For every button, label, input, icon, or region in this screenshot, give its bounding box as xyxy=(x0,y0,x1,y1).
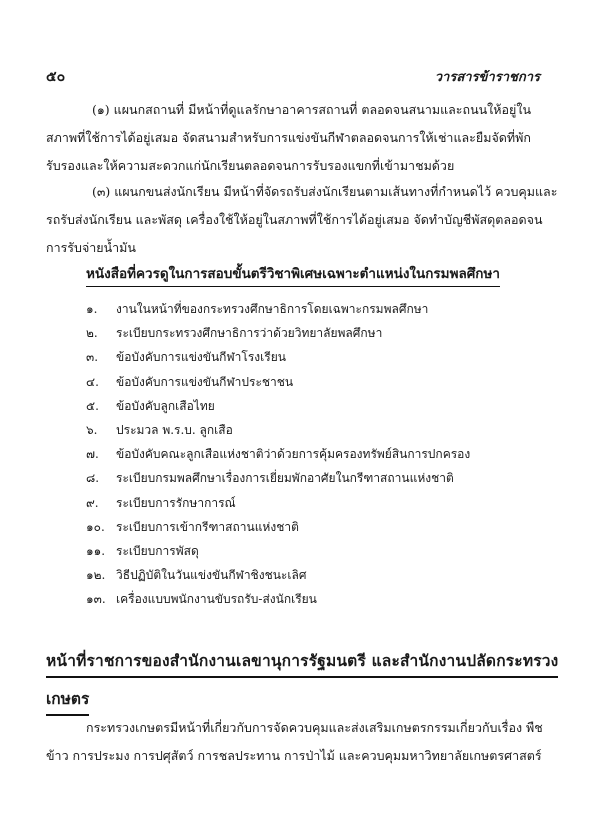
journal-title: วารสารข้าราชการ xyxy=(434,70,540,85)
list-item xyxy=(86,518,556,542)
list-item xyxy=(86,590,556,614)
list-item-number: ๑๐. xyxy=(86,519,105,534)
list-item xyxy=(86,421,556,445)
list-item xyxy=(86,373,556,397)
duty-section-heading-cont: เกษตร xyxy=(46,686,89,716)
list-item xyxy=(86,542,556,566)
list-item xyxy=(86,397,556,421)
list-item-number: ๘. xyxy=(86,471,100,486)
list-item-text: ระเบียบกรมพลศึกษาเรื่องการเยี่ยมพักอาศัยในกรีฑาสถานแห่งชาติ xyxy=(116,471,454,486)
list-item-text: เครื่องแบบพนักงานขับรถรับ-ส่งนักเรียน xyxy=(116,592,317,607)
list-item-number: ๔. xyxy=(86,374,99,389)
list-item xyxy=(86,445,556,469)
list-item-text: ระเบียบการเข้ากรีฑาสถานแห่งชาติ xyxy=(116,519,299,534)
list-item-text: ระเบียบการรักษาการณ์ xyxy=(116,495,236,510)
list-item-text: ข้อบังคับการแข่งขันกีฬาโรงเรียน xyxy=(116,350,286,365)
list-item-number: ๓. xyxy=(86,350,99,365)
list-item-number: ๑. xyxy=(86,302,98,316)
list-item xyxy=(86,566,556,590)
list-item-number: ๑๒. xyxy=(86,568,106,583)
list-item-number: ๑๑. xyxy=(86,543,106,558)
page-number: ๕๐ xyxy=(46,69,66,85)
list-item-text: ข้อบังคับการแข่งขันกีฬาประชาชน xyxy=(116,374,294,389)
list-item-text: ข้อบังคับคณะลูกเสือแห่งชาติว่าด้วยการคุ้มครองทรัพย์สินการปกครอง xyxy=(116,447,471,462)
list-item xyxy=(86,324,556,348)
list-item xyxy=(86,348,556,372)
list-item-text: ระเบียบกระทรวงศึกษาธิการว่าด้วยวิทยาลัยพลศึกษา xyxy=(116,326,383,341)
list-item-number: ๕. xyxy=(86,398,99,413)
duty-section-heading: หน้าที่ราชการของสำนักงานเลขานุการรัฐมนตรี และสำนักงานปลัดกระทรวง xyxy=(46,648,558,678)
list-item-text: วิธีปฏิบัติในวันแข่งขันกีฬาชิงชนะเลิศ xyxy=(116,568,307,583)
paragraph-transport-dept: (๓) แผนกขนส่งนักเรียน มีหน้าที่จัดรถรับส่งนักเรียนตามเส้นทางที่กำหนดไว้ ควบคุมและรถรับส่งนักเรียน และพัสดุ เครื่องใช้ให้อยู่ในสภาพที่ใช้การได้อยู่เสมอ จัดทำบัญชีพัสดุตลอดจนการรับจ่ายน้ำมัน xyxy=(46,184,558,255)
list-item-text: ระเบียบการพัสดุ xyxy=(116,543,199,558)
list-item-text: งานในหน้าที่ของกระทรวงศึกษาธิการโดยเฉพาะกรมพลศึกษา xyxy=(116,302,429,316)
book-list-heading: หนังสือที่ควรดูในการสอบขั้นตรีวิชาพิเศษเฉพาะตำแหน่งในกรมพลศึกษา xyxy=(86,262,500,287)
list-item-number: ๒. xyxy=(86,326,98,341)
paragraph-agriculture-ministry: กระทรวงเกษตรมีหน้าที่เกี่ยวกับการจัดควบคุมและส่งเสริมเกษตรกรรมเกี่ยวกับเรื่อง พืชข้าว การประมง การปศุสัตว์ การชลประทาน การป่าไม้ และควบคุมมหาวิทยาลัยเกษตรศาสตร์ xyxy=(46,720,543,763)
list-item-text: ข้อบังคับลูกเสือไทย xyxy=(116,398,215,413)
paragraph-location-dept: (๑) แผนกสถานที่ มีหน้าที่ดูแลรักษาอาคารสถานที่ ตลอดจนสนามและถนนให้อยู่ในสภาพที่ใช้การได้อยู่เสมอ จัดสนามสำหรับการแข่งขันกีฬาตลอดจนการให้เช่าและยืมจัดที่พักรับรองและให้ความสะดวกแก่นักเรียนตลอดจนการรับรองแขกที่เข้ามาชมด้วย xyxy=(46,102,532,173)
list-item xyxy=(86,300,556,324)
list-item-number: ๑๓. xyxy=(86,592,106,607)
list-item xyxy=(86,469,556,493)
list-item-text: ประมวล พ.ร.บ. ลูกเสือ xyxy=(116,422,233,437)
list-item-number: ๖. xyxy=(86,422,98,437)
list-item-number: ๙. xyxy=(86,495,99,510)
book-list xyxy=(86,300,556,614)
list-item-number: ๗. xyxy=(86,447,99,462)
list-item xyxy=(86,494,556,518)
